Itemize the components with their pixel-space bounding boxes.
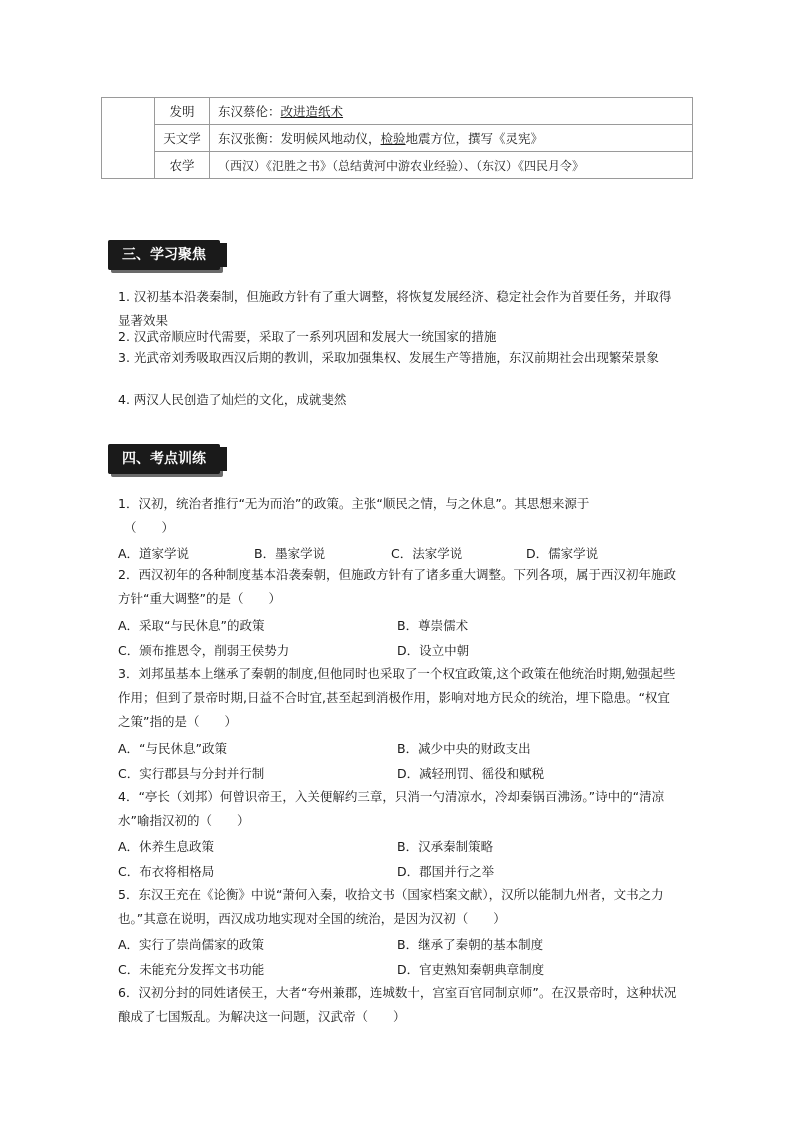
option: C．布衣将相格局 [118,864,215,879]
section-title: 四、考点训练 [108,444,220,474]
option: D．设立中朝 [397,643,470,658]
focus-point: 4. 两汉人民创造了灿烂的文化，成就斐然 [118,392,347,407]
table-blank-cell [102,98,155,179]
option: C．法家学说 [391,546,463,561]
option: B．减少中央的财政支出 [397,741,531,756]
option: C．颁布推恩令，削弱王侯势力 [118,643,290,658]
category-cell: 农学 [155,152,210,179]
question-stem: 3．刘邦虽基本上继承了秦朝的制度,但他同时也采取了一个权宜政策,这个政策在他统治时期,勉强起些作用；但到了景帝时期,日益不合时宜,甚至起到消极作用，影响对地方民众的统治，埋下隐患。“权宜之策”指的是（ ） [118,666,676,729]
underlined-text: 改进造纸术 [280,104,344,119]
option: C．未能充分发挥文书功能 [118,962,265,977]
option: A．休养生息政策 [118,839,215,854]
content-cell: （西汉）《氾胜之书》（总结黄河中游农业经验）、（东汉）《四民月令》 [210,152,693,179]
section-title: 三、学习聚焦 [108,240,220,270]
achievements-table [101,97,693,179]
question-stem: 1．汉初，统治者推行“无为而治”的政策。主张“顺民之情，与之休息”。其思想来源于 [118,496,590,511]
option: D．郡国并行之举 [397,864,495,879]
option: B．继承了秦朝的基本制度 [397,937,544,952]
question-stem: 5．东汉王充在《论衡》中说“萧何入秦，收拾文书（国家档案文献），汉所以能制九州者，文书之力也。”其意在说明，西汉成功地实现对全国的统治，是因为汉初（ ） [118,887,664,926]
answer-paren: （ ） [124,520,175,535]
focus-point: 3. 光武帝刘秀吸取西汉后期的教训，采取加强集权、发展生产等措施，东汉前期社会出现繁荣景象 [118,350,659,365]
underlined-text: 检验 [380,131,406,146]
option: B．墨家学说 [254,546,326,561]
table-row [102,152,693,179]
option: D．官吏熟知秦朝典章制度 [397,962,545,977]
option: B．尊崇儒术 [397,618,469,633]
option: D．减轻刑罚、徭役和赋税 [397,766,545,781]
question-stem: 4．“亭长（刘邦）何曾识帝王，入关便解约三章，只消一勺清凉水，冷却秦锅百沸汤。”诗中的“清凉水”喻指汉初的（ ） [118,789,665,828]
focus-point: 1. 汉初基本沿袭秦制，但施政方针有了重大调整，将恢复发展经济、稳定社会作为首要任务，并取得显著效果 [118,289,672,328]
question-stem: 6．汉初分封的同姓诸侯王，大者“夸州兼郡，连城数十，宫室百官同制京师”。在汉景帝时，这种状况酿成了七国叛乱。为解决这一问题，汉武帝（ ） [118,985,677,1024]
content-cell: 东汉张衡：发明候风地动仪，检验地震方位，撰写《灵宪》 [210,125,693,152]
option: A．采取“与民休息”的政策 [118,618,265,633]
option: A．实行了崇尚儒家的政策 [118,937,265,952]
option: D．儒家学说 [526,546,599,561]
option: B．汉承秦制策略 [397,839,494,854]
table-row [102,98,693,125]
category-cell: 天文学 [155,125,210,152]
focus-point: 2. 汉武帝顺应时代需要，采取了一系列巩固和发展大一统国家的措施 [118,329,497,344]
content-cell: 东汉蔡伦：改进造纸术 [210,98,693,125]
option: A．道家学说 [118,546,190,561]
category-cell: 发明 [155,98,210,125]
option: C．实行郡县与分封并行制 [118,766,265,781]
option: A．“与民休息”政策 [118,741,228,756]
question-stem: 2．西汉初年的各种制度基本沿袭秦朝，但施政方针有了诸多重大调整。下列各项，属于西汉初年施政方针“重大调整”的是（ ） [118,567,676,606]
table-row [102,125,693,152]
